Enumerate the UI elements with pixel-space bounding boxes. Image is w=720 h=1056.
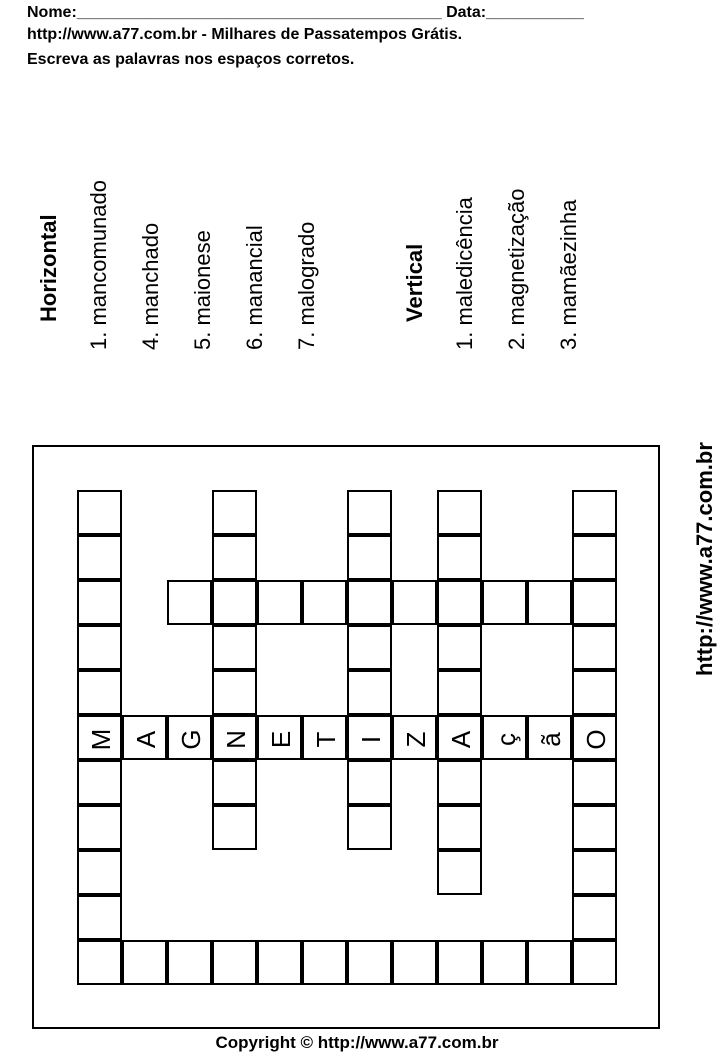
grid-letter: I: [356, 735, 386, 744]
grid-cell[interactable]: [167, 580, 212, 625]
grid-cell[interactable]: [572, 715, 617, 760]
instructions: Escreva as palavras nos espaços corretos.: [27, 51, 355, 68]
side-website-url: http://www.a77.com.br: [692, 442, 717, 676]
grid-cell[interactable]: [302, 940, 347, 985]
grid-cell[interactable]: [572, 490, 617, 535]
grid-cell[interactable]: [572, 625, 617, 670]
grid-cell[interactable]: [527, 580, 572, 625]
grid-cell[interactable]: [437, 940, 482, 985]
clue-vertical-3: 3. mamãezinha: [556, 199, 581, 350]
grid-cell[interactable]: [212, 580, 257, 625]
grid-letter: G: [176, 729, 206, 750]
grid-cell[interactable]: [572, 760, 617, 805]
grid-cell[interactable]: [77, 490, 122, 535]
grid-cell[interactable]: [572, 805, 617, 850]
grid-cell[interactable]: [482, 940, 527, 985]
grid-letter: ã: [536, 732, 566, 747]
grid-cell[interactable]: [77, 580, 122, 625]
grid-cell[interactable]: [347, 940, 392, 985]
grid-cell[interactable]: [437, 490, 482, 535]
grid-letter: O: [581, 729, 611, 750]
grid-cell[interactable]: [572, 670, 617, 715]
grid-cell[interactable]: [572, 850, 617, 895]
grid-cell[interactable]: [347, 535, 392, 580]
vertical-heading: Vertical: [402, 243, 427, 322]
grid-cell[interactable]: [437, 580, 482, 625]
grid-cell[interactable]: [437, 625, 482, 670]
grid-cell[interactable]: [167, 940, 212, 985]
grid-cell[interactable]: [212, 535, 257, 580]
grid-cell[interactable]: [212, 625, 257, 670]
clue-vertical-2: 2. magnetização: [504, 188, 529, 350]
grid-cell[interactable]: [572, 535, 617, 580]
clue-vertical-1: 1. maledicência: [452, 197, 477, 350]
grid-cell[interactable]: [77, 760, 122, 805]
grid-cell[interactable]: [437, 715, 482, 760]
grid-letter: A: [446, 730, 476, 749]
grid-cell[interactable]: [77, 805, 122, 850]
horizontal-heading: Horizontal: [36, 214, 61, 322]
grid-cell[interactable]: [347, 670, 392, 715]
copyright-footer: Copyright © http://www.a77.com.br: [215, 1033, 499, 1052]
grid-cell[interactable]: [122, 940, 167, 985]
clue-horizontal-4: 4. manchado: [138, 222, 163, 350]
grid-cell[interactable]: [212, 490, 257, 535]
grid-cell[interactable]: [167, 715, 212, 760]
grid-cell[interactable]: [437, 670, 482, 715]
grid-cell[interactable]: [257, 715, 302, 760]
grid-cell[interactable]: [77, 715, 122, 760]
grid-cell[interactable]: [572, 940, 617, 985]
grid-cell[interactable]: [77, 535, 122, 580]
grid-cell[interactable]: [347, 625, 392, 670]
grid-cell[interactable]: [437, 760, 482, 805]
clue-horizontal-7: 7. malogrado: [294, 221, 319, 350]
grid-cell[interactable]: [77, 670, 122, 715]
grid-cell[interactable]: [437, 805, 482, 850]
grid-cell[interactable]: [347, 760, 392, 805]
grid-cell[interactable]: [392, 580, 437, 625]
grid-cell[interactable]: [77, 940, 122, 985]
grid-cell[interactable]: [122, 715, 167, 760]
grid-cell[interactable]: [572, 580, 617, 625]
grid-cell[interactable]: [257, 940, 302, 985]
grid-cell[interactable]: [212, 670, 257, 715]
grid-letter: ç: [491, 733, 521, 746]
grid-cell[interactable]: [77, 625, 122, 670]
site-tagline: http://www.a77.com.br - Milhares de Passatempos Grátis.: [27, 26, 463, 43]
grid-cell[interactable]: [347, 715, 392, 760]
grid-cell[interactable]: [572, 895, 617, 940]
grid-letter: A: [131, 730, 161, 749]
grid-cell[interactable]: [527, 715, 572, 760]
clue-horizontal-1: 1. mancomunado: [86, 180, 111, 350]
grid-letter: N: [221, 730, 251, 749]
grid-cell[interactable]: [212, 805, 257, 850]
grid-cell[interactable]: [302, 580, 347, 625]
grid-cell[interactable]: [347, 580, 392, 625]
grid-cell[interactable]: [392, 715, 437, 760]
grid-cell[interactable]: [212, 760, 257, 805]
grid-cell[interactable]: [437, 535, 482, 580]
grid-letter: E: [266, 730, 296, 749]
grid-cell[interactable]: [77, 850, 122, 895]
grid-cell[interactable]: [212, 715, 257, 760]
name-date-line: Nome:_________________________________________ Data:___________: [27, 4, 584, 21]
clue-horizontal-6: 6. manancial: [242, 225, 267, 350]
grid-cell[interactable]: [212, 940, 257, 985]
grid-cell[interactable]: [347, 490, 392, 535]
grid-cell[interactable]: [482, 580, 527, 625]
grid-cell[interactable]: [302, 715, 347, 760]
grid-cell[interactable]: [527, 940, 572, 985]
grid-cell[interactable]: [392, 940, 437, 985]
grid-letter: T: [311, 731, 341, 748]
grid-letter: Z: [401, 731, 431, 748]
grid-cell[interactable]: [482, 715, 527, 760]
grid-cell[interactable]: [257, 580, 302, 625]
grid-cell[interactable]: [347, 805, 392, 850]
grid-cell[interactable]: [437, 850, 482, 895]
clue-horizontal-5: 5. maionese: [190, 230, 215, 350]
grid-letter: M: [86, 728, 116, 751]
grid-cell[interactable]: [77, 895, 122, 940]
